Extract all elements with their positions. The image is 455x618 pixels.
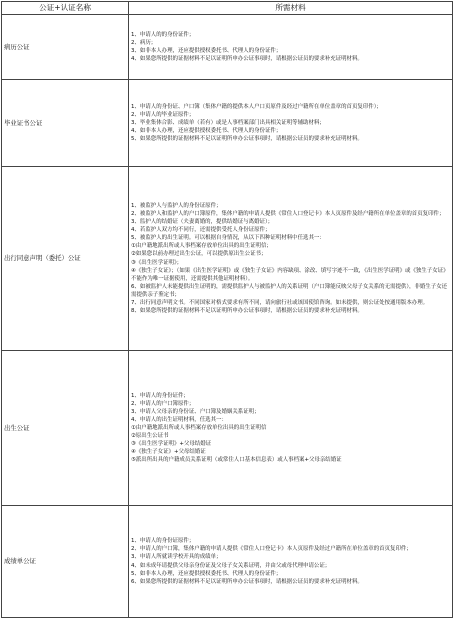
material-line: 5、被监护人的出生证明。可以根据自身情况，从以下四种证明材料中任选其一： — [131, 235, 325, 242]
materials-cell — [129, 167, 453, 351]
material-line: 2、申请人的户口簿原件； — [131, 400, 195, 407]
material-line: 4、申请人的出生证明材料，任选其一： — [131, 416, 227, 423]
table-row — [2, 506, 453, 618]
material-line: 3、监护人的结婚证（夫妻离婚的，提供结婚证与离婚证）； — [131, 219, 274, 226]
material-line: ⑤派出所出具的户籍成员关系证明（或常住人口基本信息表）或人事档案+父母亲结婚证 — [131, 457, 342, 464]
table-row — [2, 167, 453, 351]
header-name: 公证+认证名称 — [2, 2, 129, 15]
table-header-row — [2, 2, 453, 15]
material-line: ③《出生医学证明》； — [131, 259, 183, 266]
material-line: 2、申请人的毕业证原件； — [131, 111, 195, 118]
material-line: ①由户籍地派出所或人事档案存放单位出具的出生证明信； — [131, 243, 272, 250]
table-body — [2, 15, 453, 618]
header-materials: 所需材料 — [129, 2, 453, 15]
notarization-name: 出行同意声明（委托）公证 — [2, 167, 129, 351]
material-line: 3、申请人父母亲的身份证、户口簿及婚姻关系证明； — [131, 408, 260, 415]
material-line: 3、申请人所就读学校开具的成绩单； — [131, 554, 222, 561]
table-row — [2, 80, 453, 167]
material-line: ①由户籍地派出所或人事档案存放单位出具的出生证明信 — [131, 424, 267, 431]
notarization-name: 出生公证 — [2, 351, 129, 506]
material-line: 4、若监护人双方均不同行，还需提供受托人身份证原件； — [131, 227, 271, 234]
material-line: 5、如果您所提供的证据材料不足以证明所申办公证事项时，请根据公证员的要求补充证明材料。 — [131, 136, 363, 143]
material-line: 2、病历； — [131, 39, 157, 46]
table-row — [2, 15, 453, 80]
material-line: 2、申请人的户口簿，集体户籍的申请人提供《常住人口登记卡》本人页原件及经过户籍所在单位盖章的首页复印件； — [131, 546, 412, 553]
material-line: 1、申请人的的身份证件； — [131, 31, 195, 38]
material-line: 1、申请人的身份证件； — [131, 392, 189, 399]
materials-cell — [129, 506, 453, 618]
material-line: ④《独生子女证》；（如果《出生医学证明》或《独生子女证》内容缺项、涂改、填写字迹不一致，《出生医学证明》或《独生子女证》不能作为唯一证据使用，还需提供其他证明材料）。 — [131, 267, 449, 282]
notarization-name: 成绩单公证 — [2, 506, 129, 618]
material-line: ③《出生医学证明》+父母结婚证 — [131, 441, 212, 448]
material-line: 1、申请人的身份证原件； — [131, 538, 195, 545]
material-line: 1、被监护人与监护人的身份证原件； — [131, 203, 222, 210]
material-line: 4、如果您所提供的证据材料不足以证明所申办公证事项时，请根据公证员的要求补充证明材料。 — [131, 56, 363, 63]
material-line: 7、出行同意声明文书。不同国家对格式要求有所不同，请向旅行社或该国使馆咨询。如未提供，则公证处按通用版本办理。 — [131, 299, 429, 306]
material-line: 8、如果您所提供的证据材料不足以证明所申办公证事项时，请根据公证员的要求补充证明材料。 — [131, 307, 363, 314]
materials-cell — [129, 80, 453, 167]
material-line: 5、如非本人办理，还应提供授权委托书、代理人的身份证件； — [131, 570, 282, 577]
notarization-name: 毕业证书公证 — [2, 80, 129, 167]
materials-cell — [129, 15, 453, 80]
material-line: 3、如非本人办理，还应提供授权委托书、代理人的身份证件； — [131, 48, 282, 54]
material-line: ②原出生公证书 — [131, 433, 169, 440]
notarization-name: 病历公证 — [2, 15, 129, 80]
notarization-materials-table — [1, 1, 453, 618]
table-row — [2, 351, 453, 506]
material-line: 2、被监护人和监护人的户口簿原件，集体户籍的申请人提供《常住人口登记卡》本人页原件及经户籍所在单位盖章的首页复印件； — [131, 211, 445, 218]
material-line: 6、如果您所提供的证据材料不足以证明所申办公证事项时，请根据公证员的要求补充证明材料。 — [131, 578, 363, 585]
material-line: 1、申请人的身份证、户口簿（集体户籍的提供本人户口页原件及经过户籍所在单位盖章的首页复印件）； — [131, 103, 382, 110]
material-line: 6、如被监护人未能提供出生证明的，需提供监护人与被监护人的关系证明（户口簿能反映父母子女关系的无需提供），非婚生子女还需提供亲子鉴定书； — [131, 283, 448, 298]
material-line: ④《独生子女证》+父母结婚证 — [131, 449, 206, 456]
materials-cell — [129, 351, 453, 506]
material-line: 4、如非本人办理，还应提供授权委托书、代理人的身份证件； — [131, 128, 282, 135]
material-line: ②如果您以前办理过出生公证，可以提供原出生公证书； — [131, 251, 267, 258]
material-line: 3、毕业集体合影、成绩单（若有）或是人事档案部门出具相关证明等辅助材料； — [131, 119, 325, 126]
material-line: 4、如未成年请提供父母亲身份证及父母子女关系证明，并由父或母代理申请公证； — [131, 562, 331, 569]
